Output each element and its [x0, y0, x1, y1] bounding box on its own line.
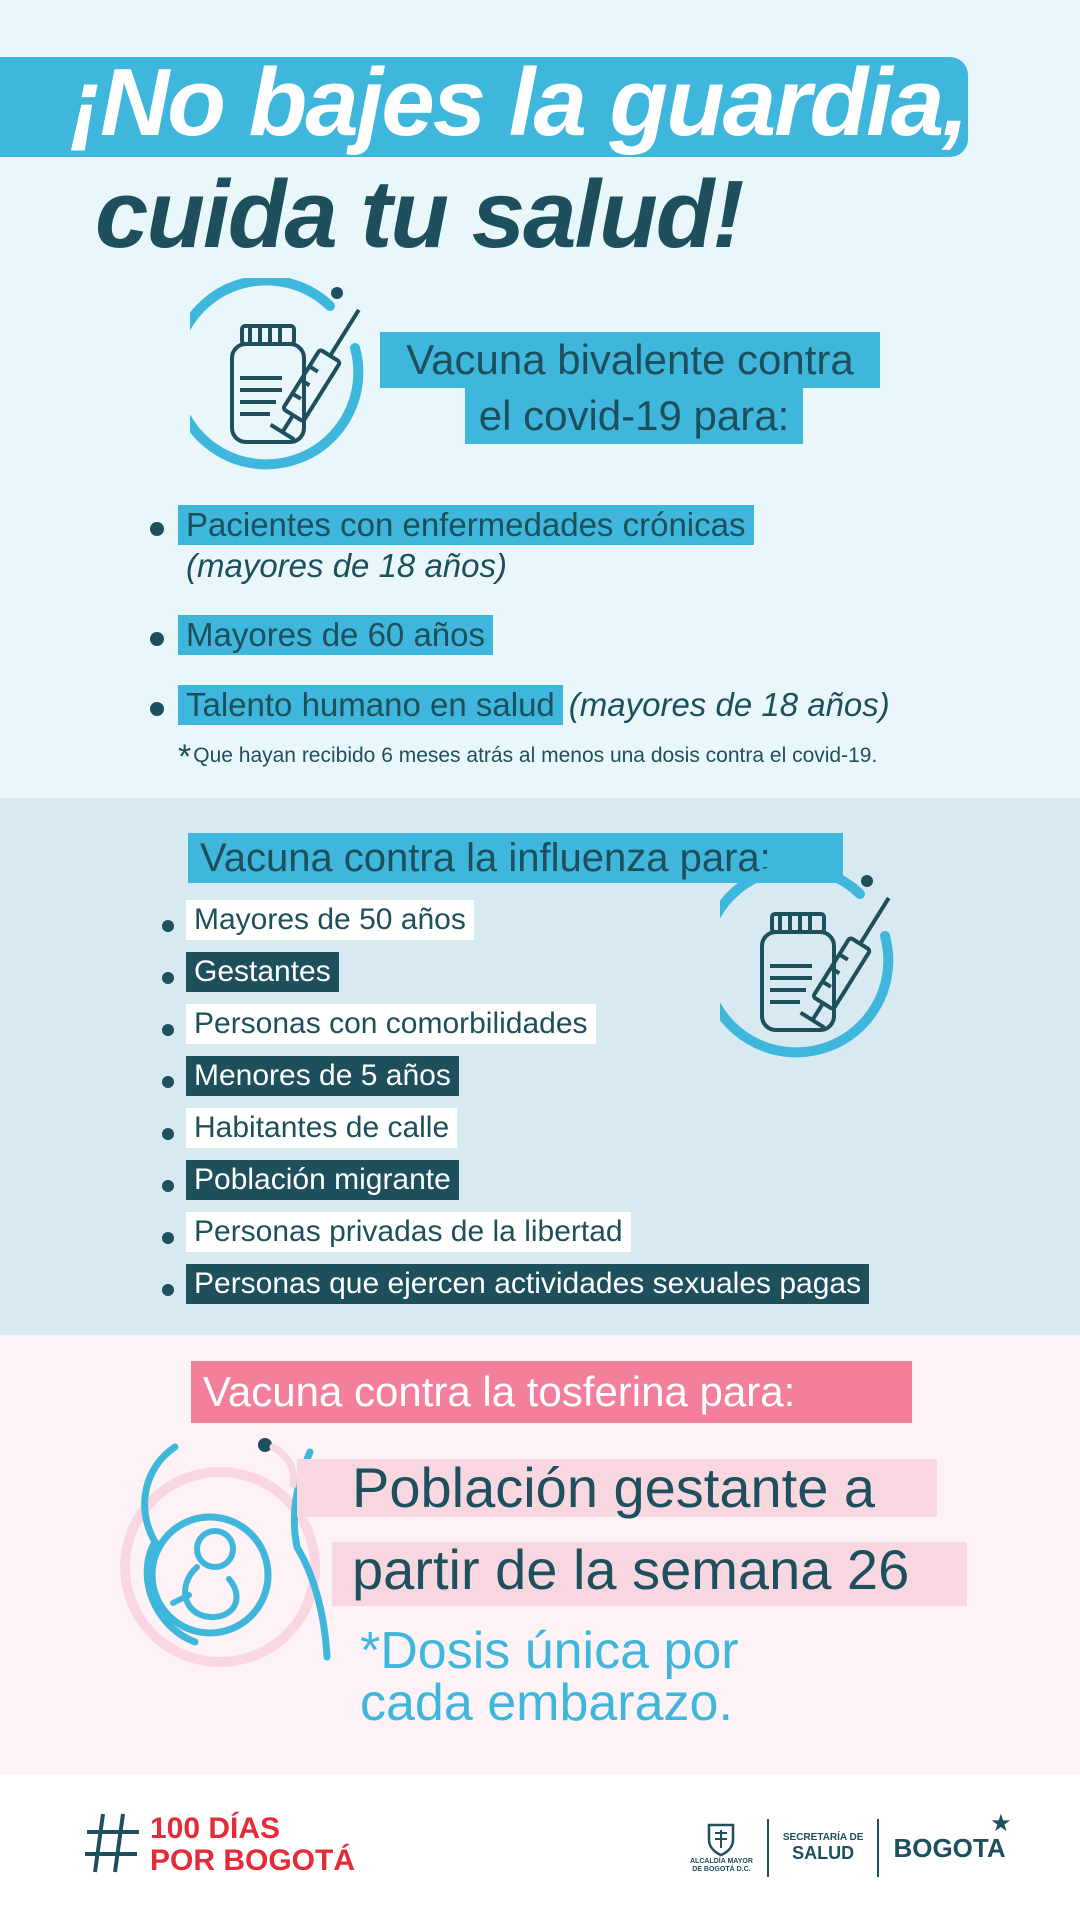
list-item	[162, 1056, 869, 1108]
list-item	[162, 1004, 869, 1056]
footnote-text: Que hayan recibido 6 meses atrás al menos una dosis contra el covid-19.	[193, 744, 878, 767]
influenza-section	[0, 798, 1080, 1335]
list-item-label: Mayores de 60 años	[178, 615, 493, 655]
list-item	[162, 952, 869, 1004]
divider	[767, 1819, 769, 1877]
list-item-label: Menores de 5 años	[186, 1056, 459, 1096]
bogota-logo	[893, 1809, 1012, 1864]
secretaria-line1: SECRETARÍA DE	[782, 1832, 864, 1843]
page-title-line1: ¡No bajes la guardia,	[70, 49, 967, 156]
tosferina-body	[352, 1447, 909, 1611]
campaign-logo	[150, 1813, 355, 1877]
list-item-tail: (mayores de 18 años)	[568, 686, 890, 723]
list-item-label: Gestantes	[186, 952, 339, 992]
tosferina-section	[0, 1335, 1080, 1775]
tosferina-body-line2: partir de la semana 26	[352, 1538, 910, 1601]
tosferina-note-line1: *Dosis única por	[360, 1622, 739, 1680]
bivalent-list	[150, 505, 1050, 755]
secretaria-line2: SALUD	[792, 1843, 855, 1863]
list-item-label: Habitantes de calle	[186, 1108, 457, 1148]
campaign-line1: 100 DÍAS	[150, 1812, 281, 1845]
tosferina-note	[360, 1622, 739, 1732]
list-item-sub: (mayores de 18 años)	[186, 547, 507, 584]
list-item-label: Personas con comorbilidades	[186, 1004, 596, 1044]
footer	[0, 1775, 1080, 1920]
alcaldia-line2: DE BOGOTÁ D.C.	[692, 1866, 751, 1873]
star-icon: ★	[990, 1809, 1012, 1837]
list-item-label: Talento humano en salud	[178, 685, 563, 725]
list-item	[162, 1264, 869, 1316]
list-item	[162, 1108, 869, 1160]
tosferina-body-line1: Población gestante a	[352, 1456, 876, 1519]
list-item	[162, 1160, 869, 1212]
list-item-label: Personas que ejercen actividades sexuales pagas	[186, 1264, 869, 1304]
list-item-label: Personas privadas de la libertad	[186, 1212, 631, 1252]
bivalent-heading-line1: Vacuna bivalente contra	[380, 332, 880, 388]
bivalent-heading-line2: el covid-19 para:	[465, 388, 803, 444]
campaign-line2: POR BOGOTÁ	[150, 1844, 356, 1877]
influenza-list	[162, 900, 869, 1316]
coat-of-arms-icon	[706, 1822, 736, 1856]
list-item	[150, 615, 1050, 655]
bogota-text: BOGOTA	[893, 1832, 1006, 1863]
list-item	[162, 1212, 869, 1264]
list-item-label: Pacientes con enfermedades crónicas	[178, 505, 754, 545]
divider	[877, 1819, 879, 1877]
alcaldia-logo	[690, 1822, 753, 1874]
hashtag-icon	[83, 1810, 143, 1876]
footnote-star: *	[178, 738, 192, 776]
list-item	[162, 900, 869, 952]
list-item	[150, 505, 1050, 585]
institutional-logos	[690, 1809, 1012, 1883]
list-item-label: Población migrante	[186, 1160, 459, 1200]
secretaria-logo	[783, 1832, 864, 1864]
page-title-line2: cuida tu salud!	[95, 161, 743, 268]
alcaldia-line1: ALCALDÍA MAYOR	[690, 1858, 753, 1865]
influenza-heading: Vacuna contra la influenza para:	[188, 833, 843, 883]
vaccine-vial-syringe-icon	[190, 278, 405, 478]
bivalent-heading	[380, 332, 880, 444]
tosferina-note-line2: cada embarazo.	[360, 1674, 733, 1732]
covid-section	[0, 0, 1080, 798]
tosferina-heading: Vacuna contra la tosferina para:	[191, 1361, 912, 1423]
list-item	[150, 685, 1050, 725]
list-item-label: Mayores de 50 años	[186, 900, 474, 940]
bivalent-footnote	[178, 738, 877, 777]
